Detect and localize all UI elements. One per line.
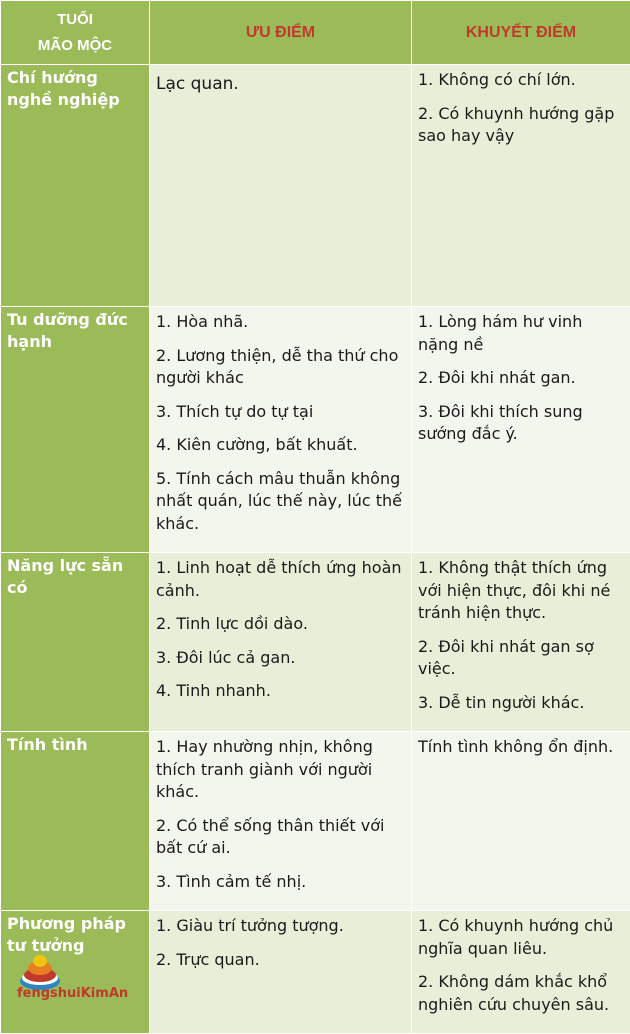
list-item: 2. Lương thiện, dễ tha thứ cho người khác	[156, 345, 405, 390]
list-item: 1. Không có chí lớn.	[418, 69, 624, 92]
table-row	[1, 307, 630, 553]
header-row	[1, 1, 630, 65]
header-age	[1, 1, 150, 65]
list-item: 1. Lòng hám hư vinh nặng nề	[418, 311, 624, 356]
list-item: 3. Đôi lúc cả gan.	[156, 647, 405, 670]
list-item: Tính tình không ổn định.	[418, 736, 624, 759]
logo-text: fengshuiKimAn	[17, 983, 128, 1005]
header-pros: ƯU ĐIỂM	[150, 1, 412, 65]
table-row	[1, 65, 630, 307]
cons-cell	[412, 732, 630, 911]
row-label: Chí hướng nghề nghiệp	[1, 65, 150, 307]
list-item: 4. Kiên cường, bất khuất.	[156, 434, 405, 457]
list-item: 1. Hòa nhã.	[156, 311, 405, 334]
header-age-line1: TUỔI	[1, 7, 149, 33]
row-label: Tính tình	[1, 732, 150, 911]
list-item: 3. Dễ tin người khác.	[418, 692, 624, 715]
cons-cell	[412, 911, 630, 1034]
pros-cell	[150, 553, 412, 732]
list-item: Lạc quan.	[156, 73, 405, 96]
list-item: 1. Linh hoạt dễ thích ứng hoàn cảnh.	[156, 557, 405, 602]
row-label-text: Phương pháp tư tưởng	[7, 913, 143, 957]
header-age-line2: MÃO MỘC	[1, 33, 149, 59]
list-item: 2. Đôi khi nhát gan.	[418, 367, 624, 390]
list-item: 3. Thích tự do tự tại	[156, 401, 405, 424]
header-cons: KHUYẾT ĐIỂM	[412, 1, 630, 65]
list-item: 1. Có khuynh hướng chủ nghĩa quan liêu.	[418, 915, 624, 960]
row-label: Năng lực sẵn có	[1, 553, 150, 732]
table-row	[1, 911, 630, 1034]
list-item: 1. Không thật thích ứng với hiện thực, đôi khi né tránh hiện thực.	[418, 557, 624, 625]
list-item: 2. Có khuynh hướng gặp sao hay vậy	[418, 103, 624, 148]
table-row	[1, 732, 630, 911]
pros-cell	[150, 65, 412, 307]
list-item: 4. Tinh nhanh.	[156, 680, 405, 703]
list-item: 1. Hay nhường nhịn, không thích tranh giành với người khác.	[156, 736, 405, 804]
row-label	[1, 911, 150, 1034]
cons-cell	[412, 65, 630, 307]
list-item: 2. Tinh lực dồi dào.	[156, 613, 405, 636]
list-item: 2. Trực quan.	[156, 949, 405, 972]
list-item: 5. Tính cách mâu thuẫn không nhất quán, lúc thế này, lúc thế khác.	[156, 468, 405, 536]
table-row	[1, 553, 630, 732]
list-item: 3. Đôi khi thích sung sướng đắc ý.	[418, 401, 624, 446]
list-item: 2. Có thể sống thân thiết với bất cứ ai.	[156, 815, 405, 860]
pros-cell	[150, 307, 412, 553]
pros-cell	[150, 911, 412, 1034]
list-item: 1. Giàu trí tưởng tượng.	[156, 915, 405, 938]
cons-cell	[412, 553, 630, 732]
cons-cell	[412, 307, 630, 553]
list-item: 3. Tình cảm tế nhị.	[156, 871, 405, 894]
row-label: Tu dưỡng đức hạnh	[1, 307, 150, 553]
list-item: 2. Đôi khi nhát gan sợ việc.	[418, 636, 624, 681]
list-item: 2. Không dám khắc khổ nghiên cứu chuyên sâu.	[418, 971, 624, 1016]
logo	[7, 953, 137, 1005]
pros-cell	[150, 732, 412, 911]
